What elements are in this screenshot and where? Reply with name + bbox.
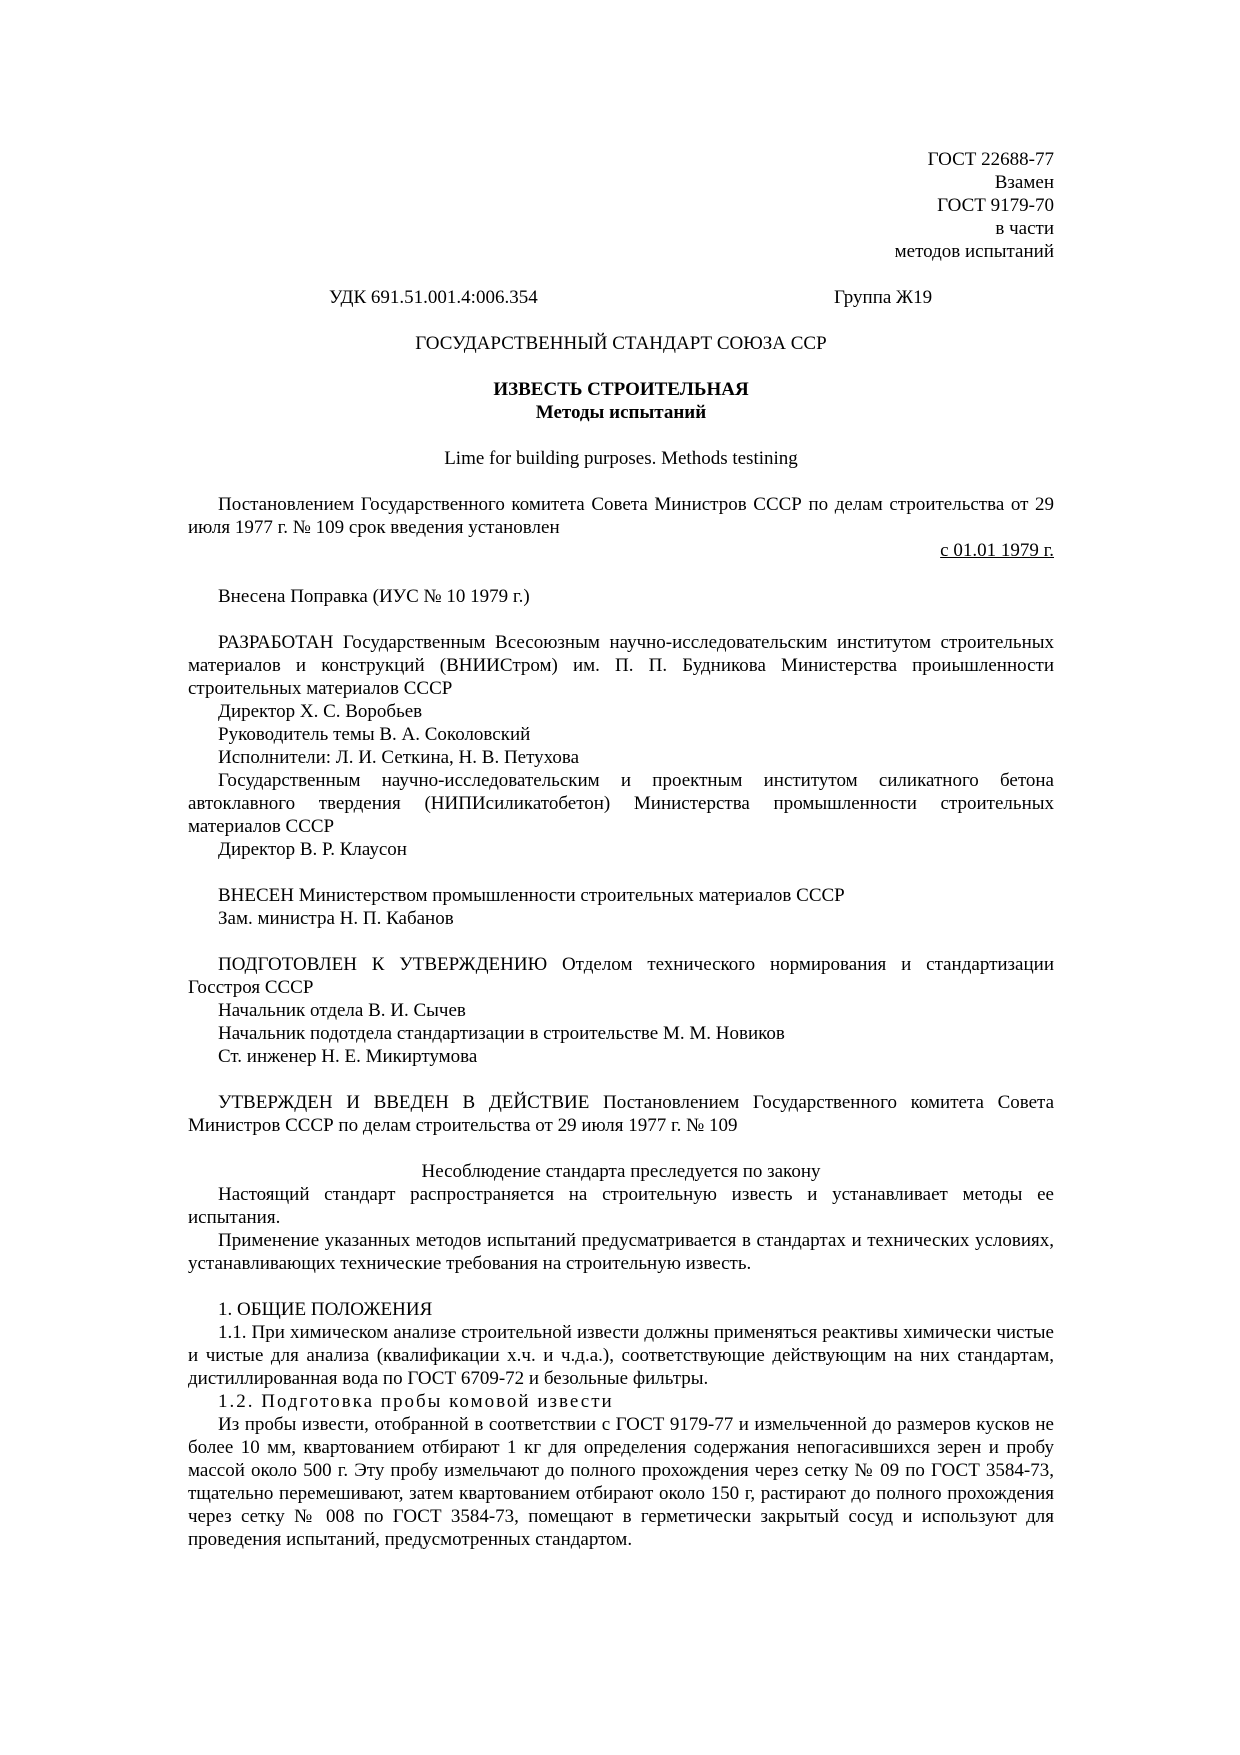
effective-date-line [188,539,1054,562]
decree-text: Постановлением Государственного комитета Совета Министров СССР по делам строительства от 29 июля 1977 г. № 109 срок введения установлен [188,494,1054,538]
clause-1-1: 1.1. При химическом анализе строительной извести должны применяться реактивы химически чистые и чистые для анализа (квалификации х.ч. и ч.д.а.), соответствующие действующим на них стандартам, дистиллированная вода по ГОСТ 6709-72 и безольные фильтры. [188,1322,1054,1389]
topic-head: Руководитель темы В. А. Соколовский [218,724,531,745]
developed-by: РАЗРАБОТАН Государственным Всесоюзным научно-исследовательским институтом строительных материалов и конструкций (ВНИИСтром) им. П. П. Будникова Министерства проиышленности строительных материалов СССР [188,632,1054,699]
test-methods-label: методов испытаний [894,241,1054,262]
clause-1-2-heading: 1.2. Подготовка пробы комовой извести [218,1391,614,1412]
gost-number: ГОСТ 22688-77 [927,149,1054,170]
law-notice: Несоблюдение стандарта преследуется по закону [421,1161,821,1182]
executors: Исполнители: Л. И. Сеткина, Н. В. Петухова [218,747,580,768]
deputy-minister: Зам. министра Н. П. Кабанов [218,908,454,929]
section-1-heading: 1. ОБЩИЕ ПОЛОЖЕНИЯ [218,1299,433,1320]
udk-code: УДК 691.51.001.4:006.354 [329,287,538,308]
replaced-gost: ГОСТ 9179-70 [937,195,1054,216]
subdepartment-chief: Начальник подотдела стандартизации в строительстве М. М. Новиков [218,1023,785,1044]
prepared-by: ПОДГОТОВЛЕН К УТВЕРЖДЕНИЮ Отделом технического нормирования и стандартизации Госстроя СССР [188,954,1054,998]
header-block [188,148,1054,263]
developer-director: Директор X. С. Воробьев [218,701,423,722]
department-chief: Начальник отдела В. И. Сычев [218,1000,466,1021]
approved-statement: УТВЕРЖДЕН И ВВЕДЕН В ДЕЙСТВИЕ Постановлением Государственного комитета Совета Министров СССР по делам строительства от 29 июля 1977 г. № 109 [188,1092,1054,1136]
document-body [188,148,1054,1551]
replaces-label: Взамен [994,172,1054,193]
scope-paragraph-1: Настоящий стандарт распространяется на строительную известь и устанавливает методы ее испытания. [188,1184,1054,1228]
amendment-note: Внесена Поправка (ИУС № 10 1979 г.) [218,586,530,607]
document-title: ИЗВЕСТЬ СТРОИТЕЛЬНАЯ [493,379,749,400]
group-code: Группа Ж19 [834,287,933,308]
effective-date: с 01.01 1979 г. [940,540,1054,561]
classification-row [188,286,1054,309]
second-director: Директор В. Р. Клаусон [218,839,407,860]
in-part-label: в части [995,218,1054,239]
state-standard-heading: ГОСУДАРСТВЕННЫЙ СТАНДАРТ СОЮЗА ССР [415,333,827,354]
document-subtitle: Методы испытаний [535,402,707,423]
scope-paragraph-2: Применение указанных методов испытаний предусматривается в стандартах и технических условиях, устанавливающих технические требования на строительную известь. [188,1230,1054,1274]
introduced-by: ВНЕСЕН Министерством промышленности строительных материалов СССР [218,885,845,906]
english-title: Lime for building purposes. Methods testining [444,448,798,469]
clause-1-2-text: Из пробы извести, отобранной в соответствии с ГОСТ 9179-77 и измельченной до размеров кусков не более 10 мм, квартованием отбирают 1 кг для определения содержания непогасившихся зерен и пробу массой около 500 г. Эту пробу измельчают до полного прохождения через сетку № 09 по ГОСТ 3584-73, тщательно перемешивают, затем квартованием отбирают около 150 г, растирают до полного прохождения через сетку № 008 по ГОСТ 3584-73, помещают в герметически закрытый сосуд и используют для проведения испытаний, предусмотренных стандартом. [188,1414,1054,1550]
senior-engineer: Ст. инженер Н. Е. Микиртумова [218,1046,478,1067]
developed-by-second: Государственным научно-исследовательским и проектным институтом силикатного бетона автоклавного твердения (НИПИсиликатобетон) Министерства промышленности строительных материалов СССР [188,770,1054,837]
